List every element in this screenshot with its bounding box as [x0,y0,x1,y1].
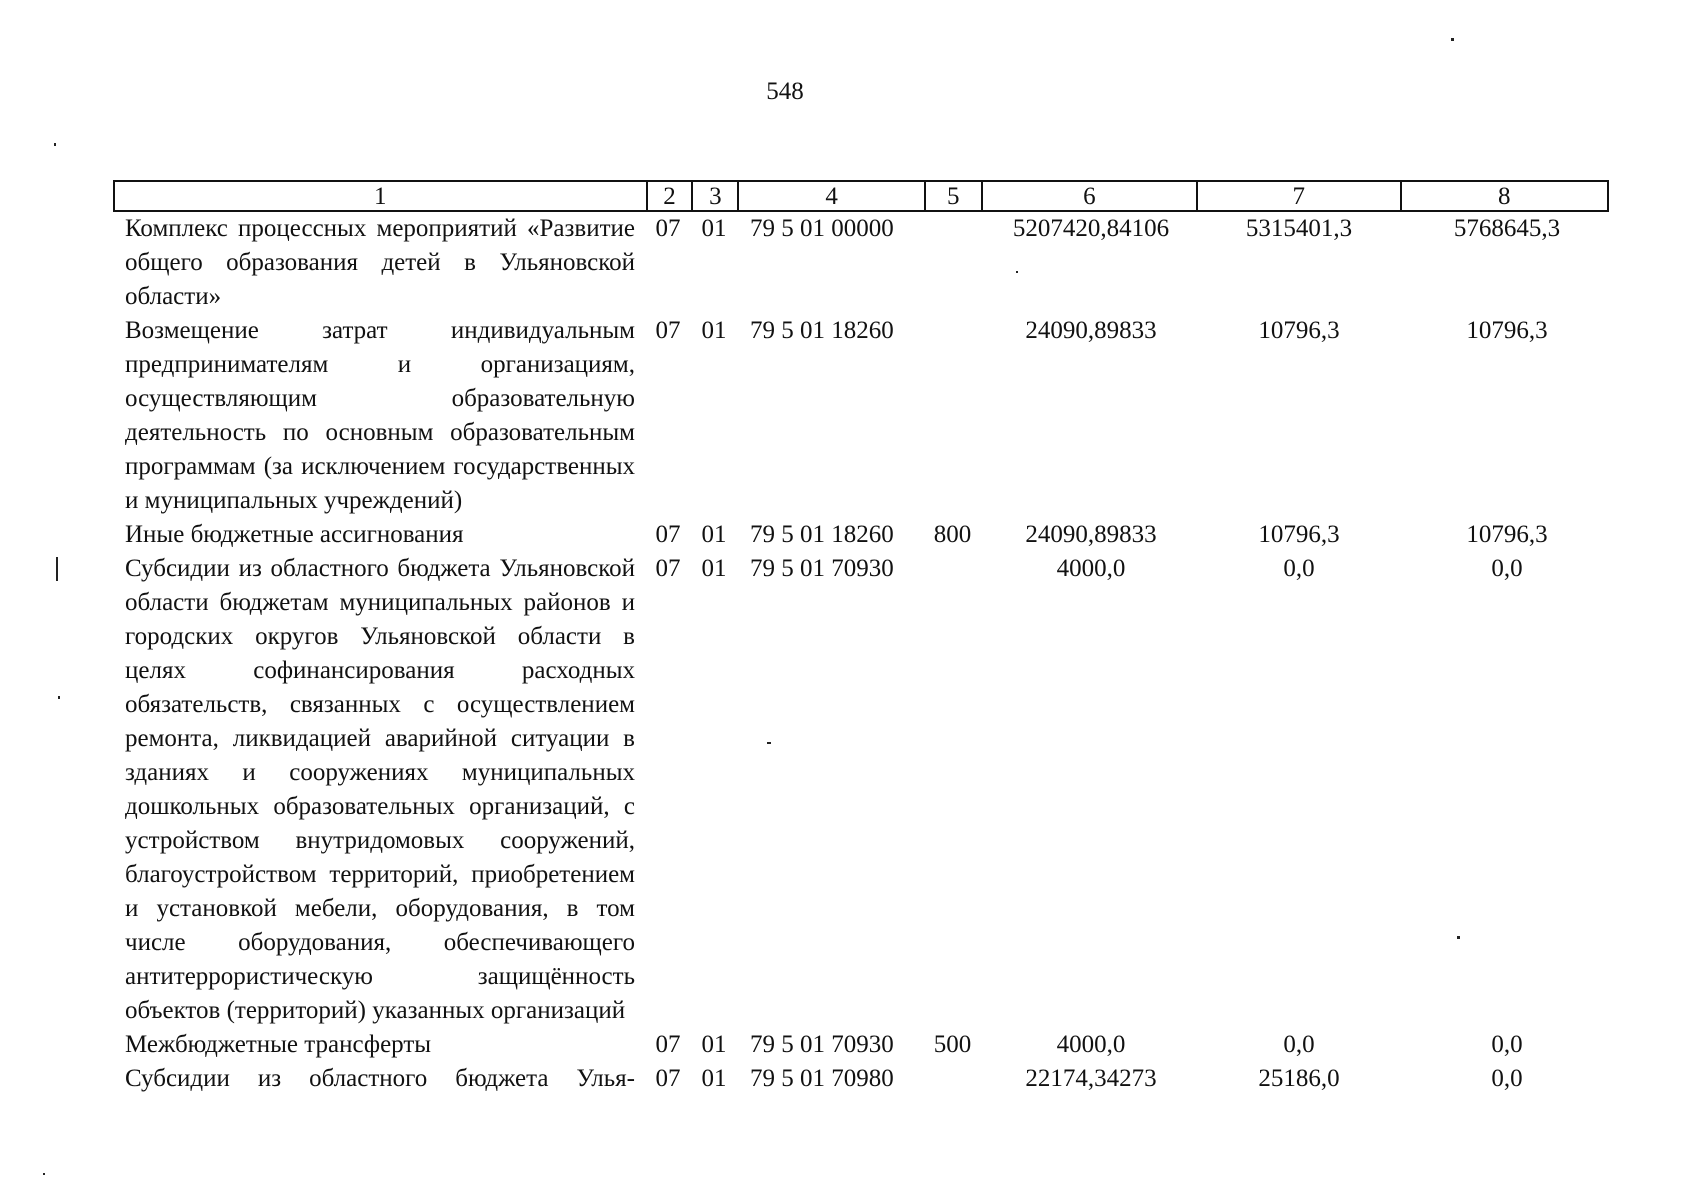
row-name: Субсидии из областного бюджета Улья- [125,1065,635,1092]
row-name: Иные бюджетные ассигнования [125,521,464,548]
row-name: Межбюджетные трансферты [125,1031,432,1058]
row-rz: 07 [655,215,681,242]
table-row [113,1028,1609,1062]
row-vr [924,1062,981,1096]
row-amount-3: 5768645,3 [1453,215,1561,242]
row-rz: 07 [655,555,681,582]
table-header [113,180,1609,212]
row-amount-3: 10796,3 [1466,317,1548,344]
table-row [113,552,1609,1028]
budget-table [113,180,1609,1096]
row-csr: 79 5 01 00000 [750,215,894,242]
row-amount-1: 24090,89833 [1025,317,1157,344]
row-name: Субсидии из областного бюджета Ульяновской области бюджетам муниципальных районов и городских округов Ульяновской области в целях софинансирования расходных обязательств, связанных с осуществлением ремонта, ликвидацией аварийной ситуации в зданиях и сооружениях муниципальных дошкольных образовательных организаций, с устройством внутридомовых сооружений, благоустройством территорий, приобретением и установкой мебели, оборудования, в том числе оборудования, обеспечивающего антитеррористическую защищённость объектов (территорий) указанных организаций [125,555,635,1024]
row-prz: 01 [701,215,727,242]
row-prz: 01 [701,317,727,344]
row-prz: 01 [701,555,727,582]
row-amount-3: 0,0 [1491,1065,1523,1092]
row-amount-2: 0,0 [1283,555,1315,582]
row-vr [924,212,981,314]
table-row [113,518,1609,552]
row-rz: 07 [655,317,681,344]
scan-speck [56,557,58,581]
header-col-1: 1 [374,183,387,210]
row-prz: 01 [701,1065,727,1092]
scan-speck [1457,936,1460,939]
row-amount-1: 5207420,84106 [1012,215,1170,242]
row-name: Возмещение затрат индивидуальным предпринимателям и организациям, осуществляющим образовательную деятельность по основным образовательным программам (за исключением государственных и муниципальных учреждений) [125,317,635,514]
header-col-2: 2 [646,182,692,210]
scan-speck [767,742,771,744]
row-vr [924,314,981,518]
header-col-5: 5 [924,182,981,210]
table-row [113,1062,1609,1096]
row-vr: 800 [933,521,972,548]
row-vr: 500 [933,1031,972,1058]
row-rz: 07 [655,1031,681,1058]
scan-speck [1451,38,1454,41]
row-csr: 79 5 01 70930 [750,555,894,582]
table-row [113,212,1609,314]
row-name: Комплекс процессных мероприятий «Развитие общего образования детей в Ульяновской области» [125,215,635,310]
row-csr: 79 5 01 70930 [750,1031,894,1058]
header-col-7: 7 [1196,182,1399,210]
row-amount-3: 0,0 [1491,555,1523,582]
row-csr: 79 5 01 18260 [750,521,894,548]
row-prz: 01 [701,1031,727,1058]
row-rz: 07 [655,1065,681,1092]
page-number: 548 [766,78,804,105]
row-amount-2: 10796,3 [1258,521,1340,548]
row-amount-2: 25186,0 [1258,1065,1340,1092]
row-csr: 79 5 01 70980 [750,1065,894,1092]
scan-speck [1016,271,1018,273]
table-row [113,314,1609,518]
row-amount-2: 10796,3 [1258,317,1340,344]
scan-speck [54,143,56,146]
row-amount-1: 24090,89833 [1025,521,1157,548]
header-col-6: 6 [981,182,1196,210]
row-amount-2: 0,0 [1283,1031,1315,1058]
row-vr [924,552,981,1028]
header-col-8: 8 [1400,182,1607,210]
header-col-4: 4 [737,182,924,210]
scan-speck [58,696,60,699]
row-amount-1: 4000,0 [1056,1031,1126,1058]
row-amount-1: 4000,0 [1056,555,1126,582]
row-amount-3: 0,0 [1491,1031,1523,1058]
row-amount-2: 5315401,3 [1245,215,1353,242]
header-col-3: 3 [691,182,737,210]
scan-speck [43,1173,45,1175]
row-csr: 79 5 01 18260 [750,317,894,344]
row-amount-3: 10796,3 [1466,521,1548,548]
row-amount-1: 22174,34273 [1025,1065,1157,1092]
row-rz: 07 [655,521,681,548]
row-prz: 01 [701,521,727,548]
